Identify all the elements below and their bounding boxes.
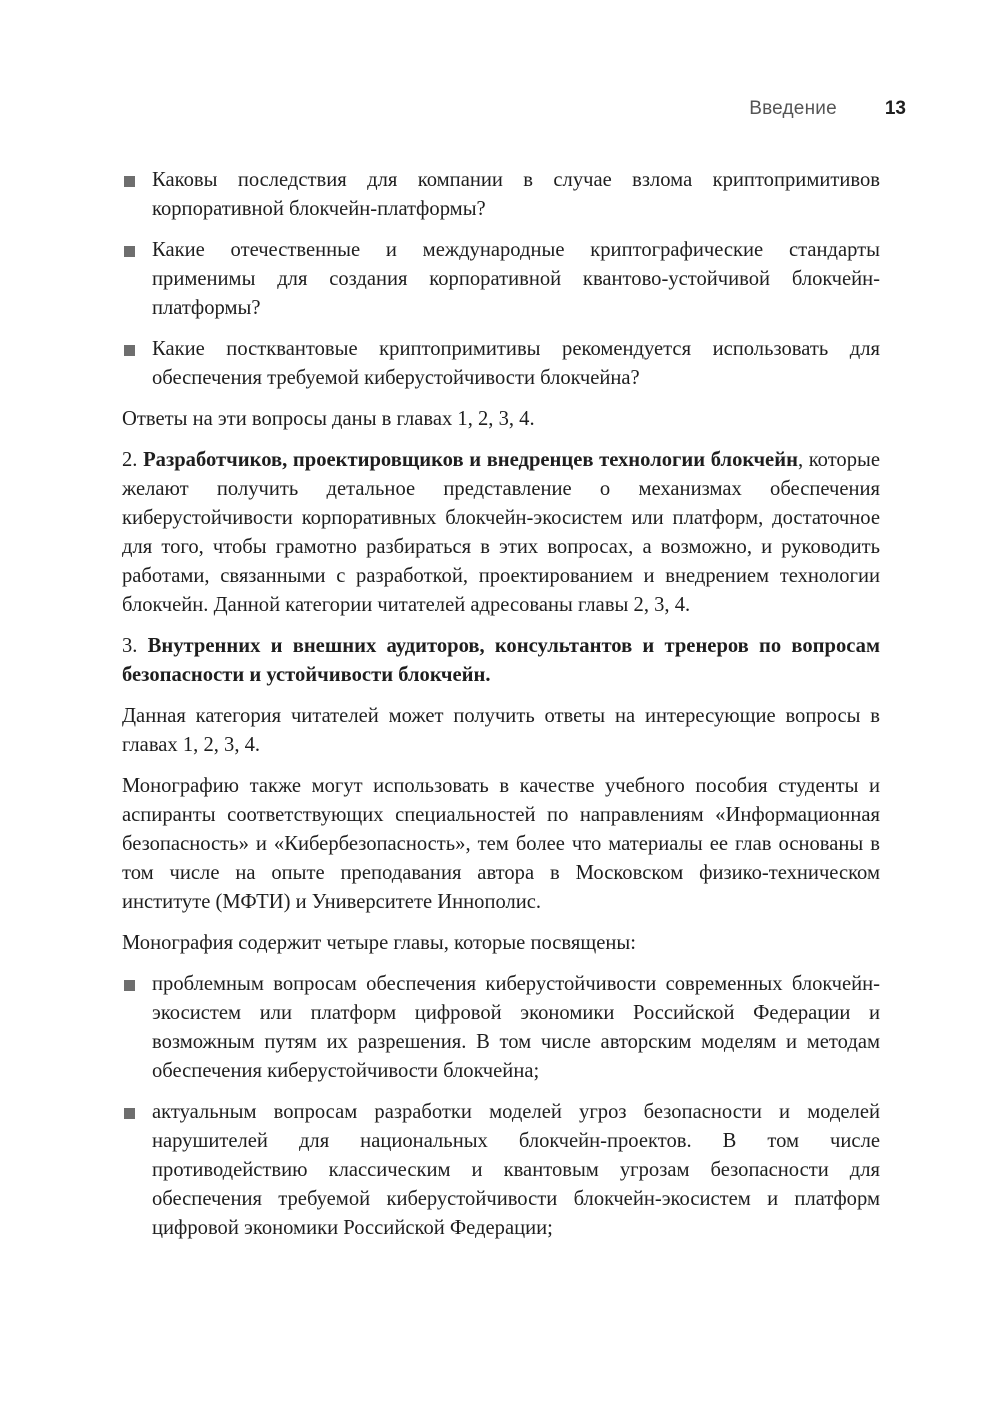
- item-heading: Разработчиков, проектировщиков и внедренцев технологии блокчейн: [143, 449, 798, 471]
- square-bullet-icon: [124, 345, 135, 356]
- item-number: 2.: [122, 449, 144, 471]
- section-title: Введение: [749, 98, 837, 119]
- questions-list: [122, 166, 880, 393]
- page-number: 13: [884, 98, 906, 119]
- list-item: [122, 236, 880, 323]
- audience-item-3-text: Данная категория читателей может получить ответы на интересующие вопросы в главах 1, 2, 3, 4.: [122, 705, 880, 756]
- audience-item-2: [122, 446, 880, 620]
- chapters-intro: Монография содержит четыре главы, которые посвящены:: [122, 932, 636, 954]
- chapters-list: [122, 970, 880, 1243]
- item-text: , которые желают получить детальное представление о механизмах обеспечения киберустойчивости корпоративных блокчейн-экосистем или платформ, достаточное для того, чтобы грамотно разбираться в этих вопросах, а возможно, и руководить работами, связанными с разработкой, проектированием и внедрением технологии блокчейн. Данной категории читателей адресованы главы 2, 3, 4.: [122, 449, 880, 616]
- list-item-text: Какие постквантовые криптопримитивы рекомендуется использовать для обеспечения требуемой киберустойчивости блокчейна?: [152, 338, 880, 389]
- square-bullet-icon: [124, 176, 135, 187]
- list-item-text: Каковы последствия для компании в случае взлома криптопримитивов корпоративной блокчейн-платформы?: [152, 169, 880, 220]
- monograph-usage-paragraph: Монографию также могут использовать в качестве учебного пособия студенты и аспиранты соответствующих специальностей по направлениям «Информационная безопасность» и «Кибербезопасность», тем более что материалы ее глав основаны в том числе на опыте преподавания автора в Московском физико-техническом институте (МФТИ) и Университете Иннополис.: [122, 775, 880, 913]
- audience-item-3: [122, 632, 880, 690]
- list-item-text: Какие отечественные и международные криптографические стандарты применимы для создания корпоративной квантово-устойчивой блокчейн-платформы?: [152, 239, 880, 319]
- list-item-text: актуальным вопросам разработки моделей угроз безопасности и моделей нарушителей для национальных блокчейн-проектов. В том числе противодействию классическим и квантовым угрозам безопасности для обеспечения требуемой киберустойчивости блокчейн-экосистем и платформ цифровой экономики Российской Федерации;: [152, 1101, 880, 1239]
- answers-paragraph: Ответы на эти вопросы даны в главах 1, 2, 3, 4.: [122, 408, 535, 430]
- list-item: [122, 335, 880, 393]
- square-bullet-icon: [124, 1108, 135, 1119]
- list-item-text: проблемным вопросам обеспечения киберустойчивости современных блокчейн-экосистем или платформ цифровой экономики Российской Федерации и возможным путям их разрешения. В том числе авторским моделям и методам обеспечения киберустойчивости блокчейна;: [152, 973, 880, 1082]
- item-heading: Внутренних и внешних аудиторов, консультантов и тренеров по вопросам безопасности и устойчивости блокчейн.: [122, 635, 880, 686]
- square-bullet-icon: [124, 246, 135, 257]
- running-head: [749, 98, 906, 120]
- list-item: [122, 166, 880, 224]
- item-number: 3.: [122, 635, 148, 657]
- square-bullet-icon: [124, 980, 135, 991]
- page-body: [122, 166, 880, 1255]
- list-item: [122, 970, 880, 1086]
- list-item: [122, 1098, 880, 1243]
